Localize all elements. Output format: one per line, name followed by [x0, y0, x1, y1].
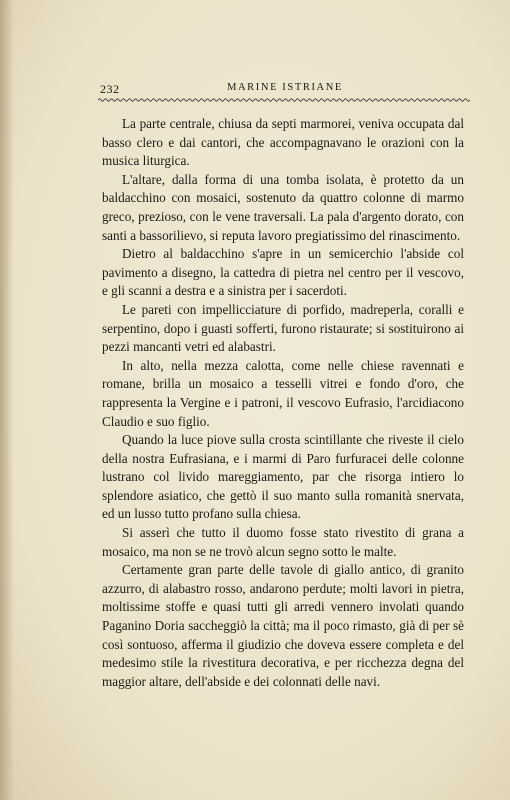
body-text	[102, 115, 464, 691]
paragraph: La parte centrale, chiusa da septi marmorei, veniva occupata dal basso clero e dai cantori, che accompagnavano le orazioni con la musica liturgica.	[102, 116, 464, 169]
paragraph: Le pareti con impellicciature di porfido, madreperla, coralli e serpentino, dopo i guasti sofferti, furono ristaurate; si sostituirono ai pezzi mancanti vetri ed alabastri.	[102, 301, 464, 355]
paragraph: Si asserì che tutto il duomo fosse stato rivestito di grana a mosaico, ma non se ne trovò alcun segno sotto le malte.	[102, 525, 464, 559]
page-gutter-shadow	[0, 0, 14, 800]
running-title: MARINE ISTRIANE	[227, 82, 343, 93]
paragraph: L'altare, dalla forma di una tomba isolata, è protetto da un baldacchino con mosaici, sostenuto da quattro colonne di marmo greco, prezioso, con le vene traversali. La pala d'argento dorato, con santi a bassorilievo, si reputa lavoro pregiatissimo del rinascimento.	[102, 171, 464, 243]
paragraph: Quando la luce piove sulla crosta scintillante che riveste il cielo della nostra Eufrasiana, e i marmi di Paro furfuracei delle colonne lustrano col livido mareggiamento, par che risorga intiero lo splendore asiatico, che gettò il suo manto sulla romanità snervata, ed un lusso tutto profano sulla chiesa.	[102, 432, 464, 522]
paragraph: In alto, nella mezza calotta, come nelle chiese ravennati e romane, brilla un mosaico a tesselli vitrei e fondo d'oro, che rappresenta la Vergine e i patroni, il vescovo Eufrasio, l'arcidiacono Claudio e suo figlio.	[102, 357, 464, 429]
paragraph: Certamente gran parte delle tavole di giallo antico, di granito azzurro, di alabastro rosso, andarono perdute; molti lavori in pietra, moltissime stoffe e quasi tutti gli arredi vennero involati quando Paganino Doria saccheggiò la città; ma il poco rimasto, già di per sè così sontuoso, afferma il giudizio che doveva essere completa e del medesimo stile la rivestitura decorativa, e per ricchezza degna del maggior altare, dell'abside e dei colonnati delle navi.	[102, 562, 464, 689]
paragraph: Dietro al baldacchino s'apre in un semicerchio l'abside col pavimento a disegno, la cattedra di pietra nel centro per il vescovo, e gli scanni a destra e a sinistra per i sacerdoti.	[102, 246, 464, 299]
page-number: 232	[100, 82, 120, 96]
header-wavy-rule	[98, 97, 470, 103]
